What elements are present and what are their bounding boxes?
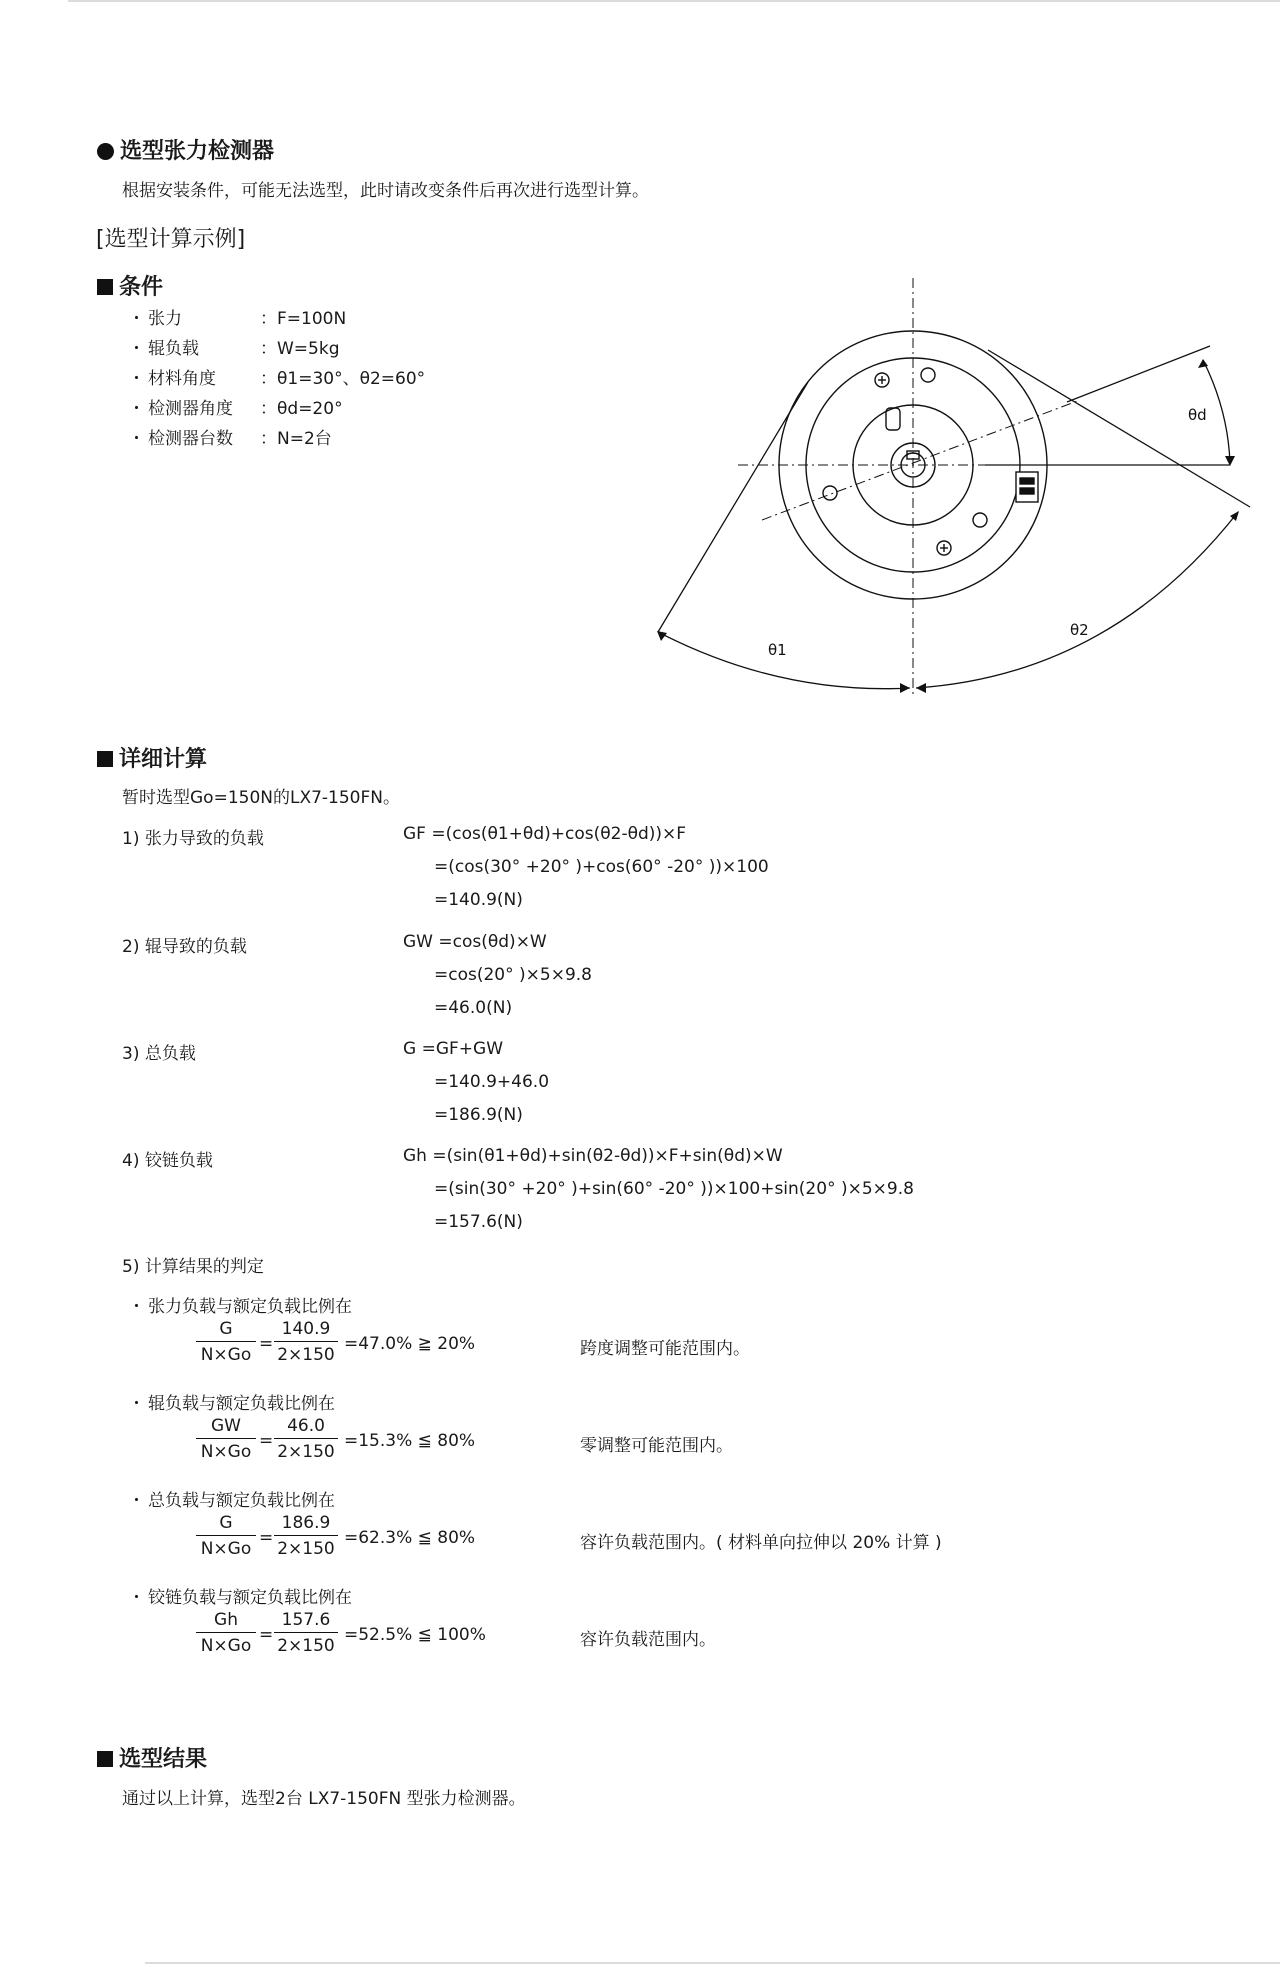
condition-key: 检测器角度 — [148, 399, 233, 419]
top-rule — [68, 0, 1280, 2]
conditions-title: 条件 — [119, 275, 164, 300]
fraction-numerator: 157.6 — [274, 1608, 338, 1633]
judgement-result: =47.0% ≧ 20% — [344, 1334, 476, 1354]
section-heading-selection — [97, 134, 274, 165]
square-bullet-icon — [97, 279, 113, 295]
step-label: 3) 总负载 — [122, 1044, 196, 1064]
condition-value: ：W=5kg — [260, 339, 340, 359]
judgement-title: 辊负载与额定负载比例在 — [148, 1394, 335, 1414]
fraction-denominator: N×Go — [200, 1442, 252, 1462]
fraction-denominator: 2×150 — [277, 1442, 335, 1462]
step-label: 2) 辊导致的负载 — [122, 937, 247, 957]
step-equation-line: =(cos(30° +20° )+cos(60° -20° ))×100 — [434, 857, 769, 877]
section-description: 根据安装条件，可能无法选型，此时请改变条件后再次进行选型计算。 — [122, 181, 649, 201]
fraction-numeric — [274, 1608, 338, 1659]
condition-bullet: ・ — [128, 399, 145, 419]
fraction-denominator: 2×150 — [277, 1636, 335, 1656]
square-bullet-icon — [97, 1751, 113, 1767]
equals-sign: = — [259, 1334, 274, 1354]
condition-bullet: ・ — [128, 369, 145, 389]
step-equation-line: Gh =(sin(θ1+θd)+sin(θ2-θd))×F+sin(θd)×W — [403, 1146, 783, 1166]
detector-block — [1016, 472, 1038, 502]
fraction-numerator: G — [196, 1317, 256, 1342]
step-equation-line: GF =(cos(θ1+θd)+cos(θ2-θd))×F — [403, 824, 687, 844]
theta1-label: θ1 — [768, 641, 787, 659]
fraction-numeric — [274, 1511, 338, 1562]
fraction-numeric — [274, 1414, 338, 1465]
step-equation-line: G =GF+GW — [403, 1039, 503, 1059]
condition-bullet: ・ — [128, 309, 145, 329]
step-equation-line: =157.6(N) — [434, 1212, 523, 1232]
fraction-numerator: 186.9 — [274, 1511, 338, 1536]
thetad-label: θd — [1188, 406, 1207, 424]
fraction-symbolic — [196, 1317, 256, 1368]
condition-bullet: ・ — [128, 339, 145, 359]
detail-heading — [97, 742, 207, 773]
judgement-note: 容许负载范围内。 — [580, 1630, 716, 1650]
judgement-note: 跨度调整可能范围内。 — [580, 1339, 750, 1359]
judgement-bullet: ・ — [128, 1297, 145, 1317]
example-heading: [选型计算示例] — [96, 227, 246, 252]
thetad-arc — [1203, 360, 1230, 463]
condition-value: ：N=2台 — [260, 429, 332, 449]
step-equation-line: =46.0(N) — [434, 998, 513, 1018]
judge-title: 5) 计算结果的判定 — [122, 1257, 264, 1277]
detector-direction-line — [1067, 346, 1210, 402]
detail-title: 详细计算 — [119, 747, 208, 772]
judgement-bullet: ・ — [128, 1588, 145, 1608]
condition-key: 检测器台数 — [148, 429, 233, 449]
bullet-dot-icon — [97, 143, 114, 160]
judgement-result: =62.3% ≦ 80% — [344, 1528, 476, 1548]
result-heading — [97, 1742, 207, 1773]
bottom-rule — [145, 1962, 1280, 1964]
step-equation-line: =(sin(30° +20° )+sin(60° -20° ))×100+sin(20° )×5×9.8 — [434, 1179, 914, 1199]
fraction-numerator: 140.9 — [274, 1317, 338, 1342]
judgement-title: 张力负载与额定负载比例在 — [148, 1297, 352, 1317]
fraction-numerator: GW — [196, 1414, 256, 1439]
condition-key: 辊负载 — [148, 339, 199, 359]
fraction-denominator: N×Go — [200, 1345, 252, 1365]
judgement-bullet: ・ — [128, 1394, 145, 1414]
theta2-label: θ2 — [1070, 621, 1089, 639]
condition-bullet: ・ — [128, 429, 145, 449]
judgement-note: 容许负载范围内。( 材料单向拉伸以 20% 计算 ) — [580, 1533, 942, 1553]
judgement-title: 铰链负载与额定负载比例在 — [148, 1588, 352, 1608]
step-equation-line: =140.9+46.0 — [434, 1072, 550, 1092]
condition-value: ：θd=20° — [260, 399, 343, 419]
equals-sign: = — [259, 1528, 274, 1548]
fraction-numerator: Gh — [196, 1608, 256, 1633]
result-title: 选型结果 — [119, 1747, 208, 1772]
judgement-bullet: ・ — [128, 1491, 145, 1511]
step-label: 1) 张力导致的负载 — [122, 829, 264, 849]
step-equation-line: =140.9(N) — [434, 890, 523, 910]
equals-sign: = — [259, 1431, 274, 1451]
judgement-result: =52.5% ≦ 100% — [344, 1625, 486, 1645]
judgement-title: 总负载与额定负载比例在 — [148, 1491, 335, 1511]
result-description: 通过以上计算，选型2台 LX7-150FN 型张力检测器。 — [122, 1789, 526, 1809]
judgement-note: 零调整可能范围内。 — [580, 1436, 733, 1456]
condition-key: 材料角度 — [148, 369, 216, 389]
equals-sign: = — [259, 1625, 274, 1645]
fraction-numerator: 46.0 — [274, 1414, 338, 1439]
theta2-arc — [916, 512, 1238, 688]
fraction-numerator: G — [196, 1511, 256, 1536]
conditions-heading — [97, 270, 163, 301]
condition-value: ：F=100N — [260, 309, 347, 329]
step-equation-line: =cos(20° )×5×9.8 — [434, 965, 592, 985]
condition-value: ：θ1=30°、θ2=60° — [260, 369, 426, 389]
section-title: 选型张力检测器 — [120, 139, 275, 164]
fraction-denominator: 2×150 — [277, 1539, 335, 1559]
square-bullet-icon — [97, 751, 113, 767]
fraction-symbolic — [196, 1414, 256, 1465]
fraction-symbolic — [196, 1511, 256, 1562]
fraction-symbolic — [196, 1608, 256, 1659]
step-label: 4) 铰链负载 — [122, 1151, 213, 1171]
fraction-denominator: N×Go — [200, 1636, 252, 1656]
conditions-list — [128, 304, 448, 464]
step-equation-line: GW =cos(θd)×W — [403, 932, 547, 952]
fraction-denominator: 2×150 — [277, 1345, 335, 1365]
detail-intro: 暂时选型Go=150N的LX7-150FN。 — [122, 788, 400, 808]
roller-angle-diagram — [640, 270, 1260, 710]
step-equation-line: =186.9(N) — [434, 1105, 523, 1125]
judgement-result: =15.3% ≦ 80% — [344, 1431, 476, 1451]
condition-key: 张力 — [148, 309, 182, 329]
fraction-denominator: N×Go — [200, 1539, 252, 1559]
fraction-numeric — [274, 1317, 338, 1368]
